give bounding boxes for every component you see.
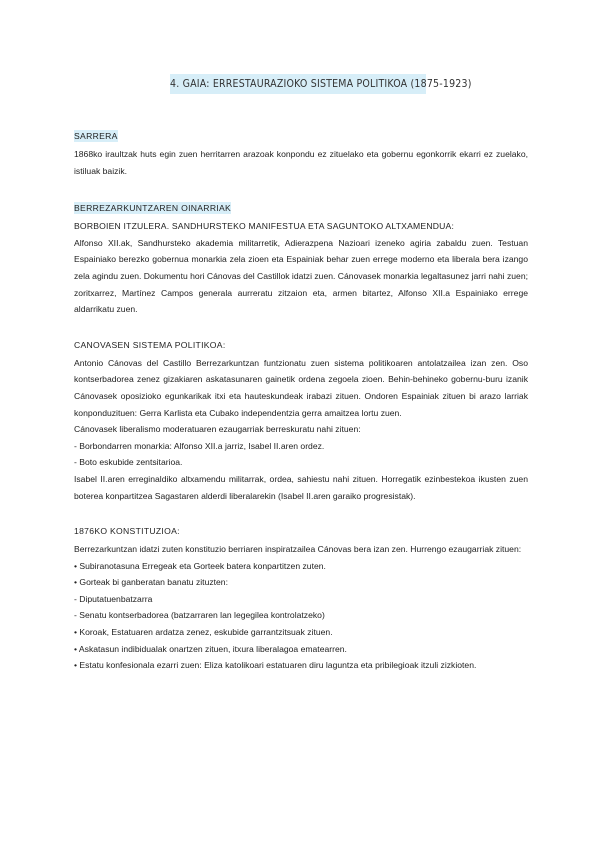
- paragraph: Isabel II.aren erreginaldiko altxamendu militarrak, ordea, sahiestu nahi zituen. Horregatik ezinbestekoa ikusten zuen boterea konpartitzea Sagastaren alderdi liberalarekin (Isabel II.aren garaiko progresistak).: [74, 473, 528, 501]
- paragraph: Antonio Cánovas del Castillo Berrezarkuntzan funtzionatu zuen sistema politikoaren antolatzailea izan zen. Oso kontserbadorea zenez gizakiaren askatasunaren gainetik ordena zegoela zioen. Behin-behineko gobernu-buru izanik Cánovasek oposizioko egunkarikak itxi eta hauteskundeak irabazi zituen. Ondoren Espainiak zituen bi arazo larriak konponduzituen: Gerra Karlista eta Cubako independentzia gerra amaitzea lortu zuen.: [74, 357, 528, 418]
- section-heading: BERREZARKUNTZAREN OINARRIAK: [74, 203, 232, 214]
- list-item: - Diputatuenbatzarra: [74, 593, 153, 604]
- section-konstituzioa: [74, 521, 528, 674]
- paragraph: Alfonso XII.ak, Sandhursteko akademia militarretik, Adierazpena Nazioari izeneko agiria zabaldu zuen. Testuan Espainiako berezko gobernua monarkia zela zioen eta Espainiak behar zuen errege moderno eta liberala bera izango zela agindu zuen. Dokumentu hori Cánovas del Castillok idatzi zuen. Cánovasek monarkia legaltasunez jarri nahi zuen; zoritxarrez, Martínez Campos generala aurreratu zitzaion eta, armen bitartez, Alfonso XII.a Espainiako errege aldarrikatu zuen.: [74, 237, 528, 315]
- paragraph: Berrezarkuntzan idatzi zuten konstituzio berriaren inspiratzailea Cánovas bera izan zen. Hurrengo ezaugarriak zituen:: [74, 544, 522, 555]
- paragraph: • Estatu konfesionala ezarri zuen: Eliza katolikoari estatuaren diru laguntza eta pribilegioak itzuli zizkioten.: [74, 660, 477, 671]
- list-item: • Subiranotasuna Erregeak eta Gorteek batera konpartitzen zuten.: [74, 560, 326, 571]
- list-item: - Senatu kontserbadorea (batzarraren lan legegilea kontrolatzeko): [74, 610, 325, 621]
- subheading: BORBOIEN ITZULERA. SANDHURSTEKO MANIFESTUA ETA SAGUNTOKO ALTXAMENDUA:: [74, 221, 455, 232]
- list-item: - Boto eskubide zentsitarioa.: [74, 457, 183, 468]
- list-item: - Borbondarren monarkia: Alfonso XII.a jarriz, Isabel II.aren ordez.: [74, 440, 325, 451]
- page-title: 4. GAIA: ERRESTAURAZIOKO SISTEMA POLITIKOA (1875-1923): [170, 74, 426, 94]
- section-oinarriak: [74, 198, 528, 318]
- document-body: [74, 126, 528, 674]
- section-heading: SARRERA: [74, 131, 118, 141]
- section-canovas: [74, 335, 528, 504]
- paragraph: Cánovasek liberalismo moderatuaren ezaugarriak berreskuratu nahi zituen:: [74, 424, 361, 435]
- paragraph: 1868ko iraultzak huts egin zuen herritarren arazoak konpondu ez zituelako eta gobernu egonkorrik ekarri ez zuelako, istiluak baizik.: [74, 149, 528, 176]
- section-sarrera: [74, 126, 528, 179]
- list-item: • Askatasun indibidualak onartzen zituen, itxura liberalagoa ematearren.: [74, 643, 347, 654]
- section-heading: CANOVASEN SISTEMA POLITIKOA:: [74, 339, 226, 350]
- section-heading: 1876KO KONSTITUZIOA:: [74, 526, 180, 537]
- list-item: • Gorteak bi ganberatan banatu zituzten:: [74, 577, 228, 588]
- list-item: • Koroak, Estatuaren ardatza zenez, eskubide garrantzitsuak zituen.: [74, 627, 333, 638]
